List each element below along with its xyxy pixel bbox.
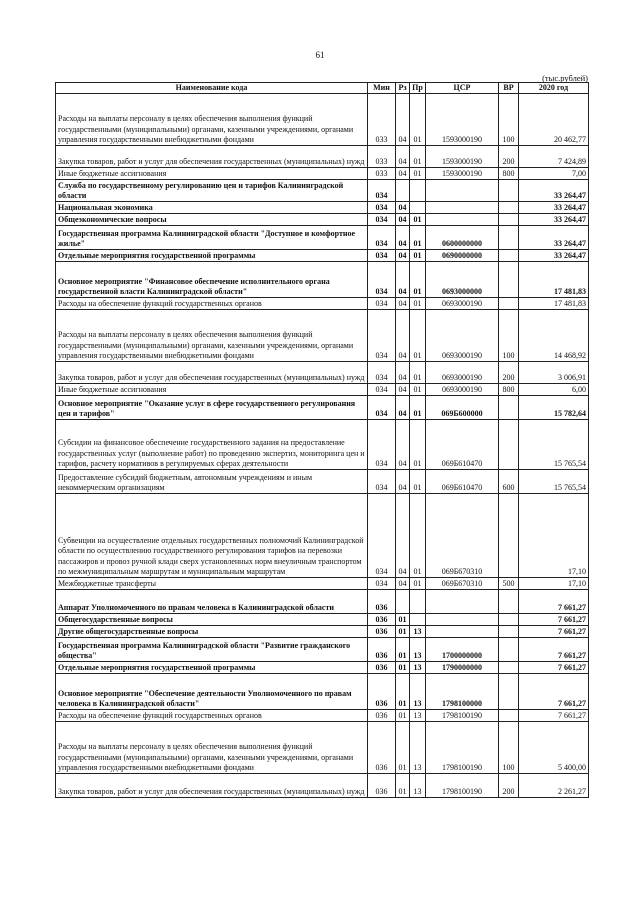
table-header-row: [56, 83, 589, 94]
cell-min: 036: [368, 722, 396, 774]
cell-min: 036: [368, 626, 396, 638]
cell-rz: 01: [396, 722, 410, 774]
cell-pr: 01: [410, 214, 426, 226]
cell-sum: 17,10: [519, 494, 589, 578]
cell-rz: 04: [396, 298, 410, 310]
cell-min: 034: [368, 298, 396, 310]
cell-rz: 04: [396, 362, 410, 384]
cell-sum: 7 661,27: [519, 662, 589, 674]
cell-min: 036: [368, 674, 396, 710]
col-header-csr: ЦСР: [426, 83, 499, 94]
cell-csr: 1593000190: [426, 146, 499, 168]
table-row: [56, 384, 589, 396]
cell-vr: [499, 614, 519, 626]
cell-sum: 33 264,47: [519, 226, 589, 250]
cell-pr: 01: [410, 420, 426, 470]
budget-table: [55, 82, 589, 798]
cell-sum: 33 264,47: [519, 250, 589, 262]
cell-vr: 200: [499, 362, 519, 384]
cell-sum: 20 462,77: [519, 94, 589, 146]
cell-vr: 100: [499, 310, 519, 362]
cell-csr: 0693000190: [426, 310, 499, 362]
cell-csr: [426, 614, 499, 626]
cell-rz: 04: [396, 146, 410, 168]
cell-csr: 069Б610470: [426, 420, 499, 470]
table-row: [56, 578, 589, 590]
cell-sum: 7 661,27: [519, 638, 589, 662]
cell-min: 036: [368, 710, 396, 722]
cell-pr: [410, 202, 426, 214]
cell-vr: [499, 226, 519, 250]
cell-min: 034: [368, 470, 396, 494]
table-row: [56, 470, 589, 494]
cell-csr: 0693000190: [426, 384, 499, 396]
table-row: [56, 250, 589, 262]
cell-rz: 04: [396, 202, 410, 214]
table-row: [56, 94, 589, 146]
col-header-min: Мин: [368, 83, 396, 94]
cell-name: Государственная программа Калининградской области "Доступное и комфортное жилье": [56, 226, 368, 250]
cell-sum: 15 765,54: [519, 420, 589, 470]
cell-min: 034: [368, 214, 396, 226]
cell-sum: 15 782,64: [519, 396, 589, 420]
cell-csr: 1798100190: [426, 710, 499, 722]
cell-pr: 01: [410, 262, 426, 298]
cell-sum: 7 661,27: [519, 590, 589, 614]
cell-min: 034: [368, 250, 396, 262]
cell-min: 034: [368, 202, 396, 214]
cell-sum: 5 400,00: [519, 722, 589, 774]
cell-csr: 1700000000: [426, 638, 499, 662]
cell-sum: 15 765,54: [519, 470, 589, 494]
cell-pr: 01: [410, 168, 426, 180]
table-row: [56, 420, 589, 470]
cell-name: Расходы на выплаты персоналу в целях обеспечения выполнения функций государственными (муниципальными) органами, казенными учреждениями, органами управления государственными внебюджетными фондами: [56, 310, 368, 362]
cell-min: 034: [368, 180, 396, 202]
cell-pr: 01: [410, 226, 426, 250]
cell-min: 034: [368, 310, 396, 362]
page-number: 61: [315, 50, 325, 60]
cell-csr: 0693000000: [426, 262, 499, 298]
table-row: [56, 614, 589, 626]
cell-min: 034: [368, 226, 396, 250]
cell-sum: 3 006,91: [519, 362, 589, 384]
cell-csr: 1593000190: [426, 94, 499, 146]
cell-csr: 069Б610470: [426, 470, 499, 494]
cell-vr: [499, 202, 519, 214]
table-body: [56, 94, 589, 798]
cell-min: 036: [368, 662, 396, 674]
cell-csr: [426, 590, 499, 614]
table-row: [56, 168, 589, 180]
table-row: [56, 362, 589, 384]
cell-pr: 01: [410, 470, 426, 494]
cell-csr: 069Б600000: [426, 396, 499, 420]
cell-pr: 01: [410, 494, 426, 578]
cell-name: Расходы на выплаты персоналу в целях обеспечения выполнения функций государственными (муниципальными) органами, казенными учреждениями, органами управления государственными внебюджетными фондами: [56, 94, 368, 146]
cell-name: Субвенции на осуществление отдельных государственных полномочий Калининградской области по осуществлению государственного регулирования тарифов на перевозки пассажиров и провоз ручной клади сверх установленных норм внеуличным транспортом по межмуниципальным маршрутам и муниципальным маршрутам: [56, 494, 368, 578]
cell-rz: 01: [396, 626, 410, 638]
cell-name: Закупка товаров, работ и услуг для обеспечения государственных (муниципальных) нужд: [56, 774, 368, 798]
cell-sum: 7,00: [519, 168, 589, 180]
cell-rz: 04: [396, 262, 410, 298]
cell-name: Предоставление субсидий бюджетным, автономным учреждениям и иным некоммерческим организациям: [56, 470, 368, 494]
cell-csr: 069Б670310: [426, 578, 499, 590]
cell-sum: 6,00: [519, 384, 589, 396]
cell-min: 036: [368, 774, 396, 798]
table-row: [56, 674, 589, 710]
cell-rz: 01: [396, 662, 410, 674]
cell-vr: [499, 420, 519, 470]
cell-min: 034: [368, 420, 396, 470]
cell-min: 034: [368, 578, 396, 590]
cell-name: Субсидии на финансовое обеспечение государственного задания на предоставление государственных услуг (выполнение работ) по проведению экспертиз, мониторинга цен и тарифов, расчету нормативов в регулируемых сферах деятельности: [56, 420, 368, 470]
cell-rz: 01: [396, 614, 410, 626]
cell-name: Основное мероприятие "Финансовое обеспечение исполнительного органа государственной власти Калининградской области": [56, 262, 368, 298]
cell-pr: 01: [410, 298, 426, 310]
cell-csr: [426, 214, 499, 226]
cell-name: Национальная экономика: [56, 202, 368, 214]
cell-rz: 04: [396, 420, 410, 470]
cell-pr: [410, 590, 426, 614]
cell-name: Основное мероприятие "Обеспечение деятельности Уполномоченного по правам человека в Калининградской области": [56, 674, 368, 710]
cell-min: 033: [368, 146, 396, 168]
table-row: [56, 298, 589, 310]
cell-pr: 13: [410, 710, 426, 722]
cell-rz: [396, 590, 410, 614]
cell-csr: 069Б670310: [426, 494, 499, 578]
cell-sum: 14 468,92: [519, 310, 589, 362]
cell-name: Расходы на выплаты персоналу в целях обеспечения выполнения функций государственными (муниципальными) органами, казенными учреждениями, органами управления государственными внебюджетными фондами: [56, 722, 368, 774]
cell-vr: [499, 262, 519, 298]
cell-pr: 13: [410, 674, 426, 710]
cell-rz: 04: [396, 226, 410, 250]
col-header-name: Наименование кода: [56, 83, 368, 94]
cell-pr: 01: [410, 396, 426, 420]
cell-sum: 17,10: [519, 578, 589, 590]
cell-pr: [410, 614, 426, 626]
cell-name: Отдельные мероприятия государственной программы: [56, 662, 368, 674]
cell-csr: 0693000190: [426, 362, 499, 384]
cell-min: 036: [368, 638, 396, 662]
cell-name: Расходы на обеспечение функций государственных органов: [56, 298, 368, 310]
cell-pr: 13: [410, 626, 426, 638]
cell-rz: 01: [396, 774, 410, 798]
cell-name: Другие общегосударственные вопросы: [56, 626, 368, 638]
cell-rz: 04: [396, 470, 410, 494]
cell-min: 036: [368, 614, 396, 626]
cell-name: Служба по государственному регулированию цен и тарифов Калининградской области: [56, 180, 368, 202]
cell-min: 033: [368, 94, 396, 146]
table-row: [56, 494, 589, 578]
cell-vr: [499, 662, 519, 674]
cell-name: Отдельные мероприятия государственной программы: [56, 250, 368, 262]
cell-rz: 04: [396, 384, 410, 396]
cell-csr: 0690000000: [426, 250, 499, 262]
cell-sum: 7 661,27: [519, 674, 589, 710]
cell-min: 034: [368, 494, 396, 578]
cell-min: 034: [368, 362, 396, 384]
table-row: [56, 710, 589, 722]
cell-name: Иные бюджетные ассигнования: [56, 384, 368, 396]
cell-csr: 1798100190: [426, 774, 499, 798]
cell-min: 034: [368, 384, 396, 396]
cell-min: 036: [368, 590, 396, 614]
table-row: [56, 214, 589, 226]
cell-vr: [499, 250, 519, 262]
cell-sum: 17 481,83: [519, 298, 589, 310]
cell-name: Общеэкономические вопросы: [56, 214, 368, 226]
col-header-vr: ВР: [499, 83, 519, 94]
cell-pr: 01: [410, 384, 426, 396]
cell-vr: [499, 710, 519, 722]
cell-vr: [499, 590, 519, 614]
cell-vr: [499, 298, 519, 310]
cell-csr: [426, 180, 499, 202]
cell-pr: 01: [410, 146, 426, 168]
cell-rz: 04: [396, 168, 410, 180]
cell-name: Иные бюджетные ассигнования: [56, 168, 368, 180]
cell-pr: 01: [410, 362, 426, 384]
cell-csr: 1593000190: [426, 168, 499, 180]
col-header-rz: Рз: [396, 83, 410, 94]
table-row: [56, 590, 589, 614]
cell-vr: 500: [499, 578, 519, 590]
cell-name: Основное мероприятие "Оказание услуг в сфере государственного регулирования цен и тарифов": [56, 396, 368, 420]
cell-vr: [499, 494, 519, 578]
cell-vr: 100: [499, 722, 519, 774]
cell-vr: 800: [499, 384, 519, 396]
cell-min: 033: [368, 168, 396, 180]
table-row: [56, 774, 589, 798]
cell-vr: [499, 674, 519, 710]
cell-min: 034: [368, 262, 396, 298]
cell-rz: 04: [396, 94, 410, 146]
cell-csr: [426, 202, 499, 214]
table-row: [56, 396, 589, 420]
cell-sum: 33 264,47: [519, 214, 589, 226]
cell-sum: 33 264,47: [519, 202, 589, 214]
cell-csr: 1798100000: [426, 674, 499, 710]
table-row: [56, 722, 589, 774]
cell-csr: 1798100190: [426, 722, 499, 774]
cell-pr: 13: [410, 722, 426, 774]
cell-sum: 2 261,27: [519, 774, 589, 798]
cell-rz: 01: [396, 638, 410, 662]
cell-csr: [426, 626, 499, 638]
cell-name: Межбюджетные трансферты: [56, 578, 368, 590]
table-row: [56, 180, 589, 202]
cell-vr: 200: [499, 146, 519, 168]
cell-sum: 7 661,27: [519, 710, 589, 722]
cell-pr: 01: [410, 578, 426, 590]
cell-vr: 200: [499, 774, 519, 798]
cell-rz: 04: [396, 396, 410, 420]
cell-rz: 01: [396, 710, 410, 722]
table-row: [56, 310, 589, 362]
cell-vr: [499, 626, 519, 638]
cell-name: Общегосударственные вопросы: [56, 614, 368, 626]
cell-name: Закупка товаров, работ и услуг для обеспечения государственных (муниципальных) нужд: [56, 362, 368, 384]
cell-sum: 17 481,83: [519, 262, 589, 298]
cell-pr: 01: [410, 250, 426, 262]
cell-csr: 0600000000: [426, 226, 499, 250]
units-label: (тыс.рублей): [542, 73, 588, 83]
cell-vr: [499, 396, 519, 420]
table-row: [56, 662, 589, 674]
cell-csr: 1790000000: [426, 662, 499, 674]
table-row: [56, 262, 589, 298]
cell-rz: 01: [396, 674, 410, 710]
cell-vr: 800: [499, 168, 519, 180]
cell-csr: 0693000190: [426, 298, 499, 310]
cell-name: Государственная программа Калининградской области "Развитие гражданского общества": [56, 638, 368, 662]
cell-vr: [499, 214, 519, 226]
cell-rz: 04: [396, 250, 410, 262]
cell-sum: 7 424,89: [519, 146, 589, 168]
table-row: [56, 638, 589, 662]
cell-rz: 04: [396, 310, 410, 362]
table-row: [56, 202, 589, 214]
col-header-sum: 2020 год: [519, 83, 589, 94]
cell-pr: 13: [410, 638, 426, 662]
cell-vr: [499, 638, 519, 662]
cell-sum: 7 661,27: [519, 614, 589, 626]
cell-name: Аппарат Уполномоченного по правам человека в Калининградской области: [56, 590, 368, 614]
cell-sum: 7 661,27: [519, 626, 589, 638]
cell-vr: 600: [499, 470, 519, 494]
cell-pr: 13: [410, 662, 426, 674]
cell-pr: 01: [410, 94, 426, 146]
table-row: [56, 226, 589, 250]
cell-pr: 01: [410, 310, 426, 362]
cell-min: 034: [368, 396, 396, 420]
col-header-pr: Пр: [410, 83, 426, 94]
cell-rz: [396, 180, 410, 202]
cell-name: Закупка товаров, работ и услуг для обеспечения государственных (муниципальных) нужд: [56, 146, 368, 168]
table-row: [56, 626, 589, 638]
cell-vr: 100: [499, 94, 519, 146]
cell-rz: 04: [396, 214, 410, 226]
cell-rz: 04: [396, 494, 410, 578]
table-row: [56, 146, 589, 168]
cell-name: Расходы на обеспечение функций государственных органов: [56, 710, 368, 722]
cell-rz: 04: [396, 578, 410, 590]
cell-vr: [499, 180, 519, 202]
cell-sum: 33 264,47: [519, 180, 589, 202]
cell-pr: 13: [410, 774, 426, 798]
cell-pr: [410, 180, 426, 202]
